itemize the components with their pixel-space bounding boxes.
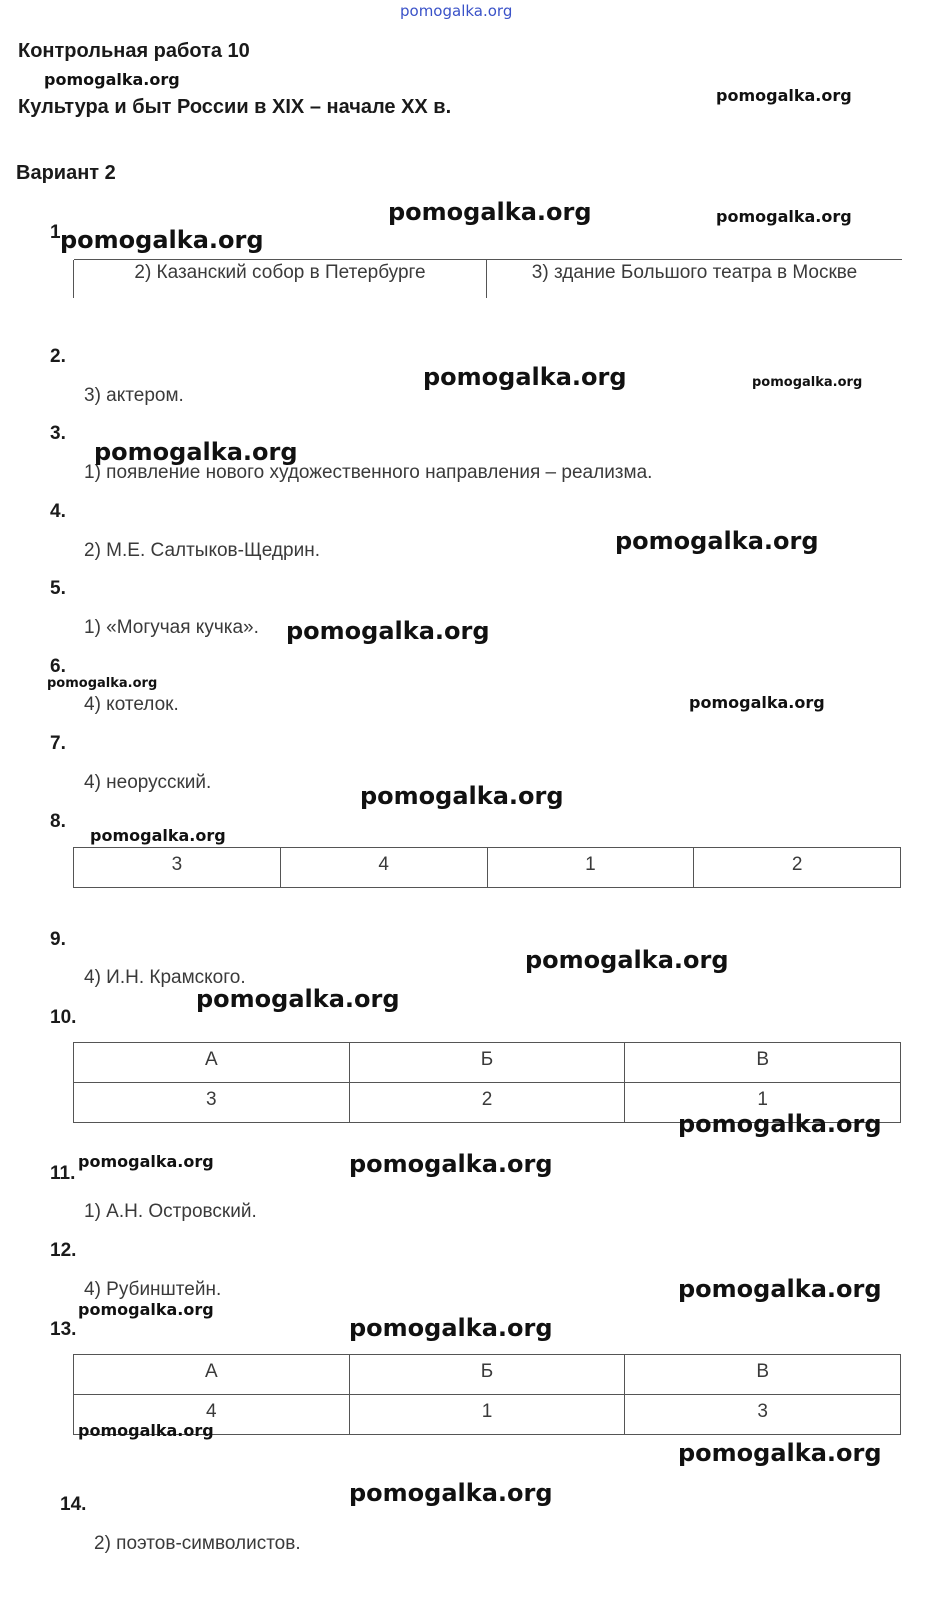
watermark: pomogalka.org [752, 375, 863, 390]
table-cell: 3 [74, 1083, 350, 1123]
answer-9: 4) И.Н. Крамского. [84, 967, 246, 988]
table-cell: 4 [280, 848, 487, 888]
table-cell: В [625, 1043, 901, 1083]
table-cell: 2 [349, 1083, 625, 1123]
table-cell: 3) здание Большого театра в Москве [531, 262, 858, 283]
top-watermark: pomogalka.org [400, 2, 513, 20]
table-cell: А [74, 1355, 350, 1395]
table-cell: В [625, 1355, 901, 1395]
answer-table-8 [73, 847, 901, 888]
answer-11: 1) А.Н. Островский. [84, 1201, 257, 1222]
table-row [74, 1355, 901, 1395]
table-cell: 2 [694, 848, 901, 888]
watermark: pomogalka.org [78, 1421, 214, 1440]
watermark: pomogalka.org [78, 1300, 214, 1319]
table-cell: А [74, 1043, 350, 1083]
question-number-8: 8. [50, 811, 66, 832]
question-number-5: 5. [50, 578, 66, 599]
table-cell: 1 [487, 848, 694, 888]
answer-5: 1) «Могучая кучка». [84, 617, 259, 638]
question-number-14: 14. [60, 1494, 87, 1515]
table-cell: 1 [349, 1395, 625, 1435]
document-subtitle: Культура и быт России в XIX – начале XX в. [18, 96, 452, 118]
watermark: pomogalka.org [716, 207, 852, 226]
question-number-13: 13. [50, 1319, 77, 1340]
watermark: pomogalka.org [678, 1110, 882, 1138]
watermark: pomogalka.org [388, 198, 592, 226]
answer-6: 4) котелок. [84, 694, 179, 715]
table-cell: Б [349, 1355, 625, 1395]
question-number-9: 9. [50, 929, 66, 950]
answer-2: 3) актером. [84, 385, 184, 406]
watermark: pomogalka.org [47, 676, 158, 691]
watermark: pomogalka.org [689, 693, 825, 712]
watermark: pomogalka.org [349, 1314, 553, 1342]
question-number-2: 2. [50, 346, 66, 367]
watermark: pomogalka.org [525, 946, 729, 974]
question-number-10: 10. [50, 1007, 77, 1028]
table-cell: Б [349, 1043, 625, 1083]
variant-label: Вариант 2 [16, 162, 116, 184]
watermark: pomogalka.org [196, 985, 400, 1013]
question-number-11: 11. [50, 1163, 76, 1184]
table-row [74, 848, 901, 888]
watermark: pomogalka.org [90, 826, 226, 845]
watermark: pomogalka.org [286, 617, 490, 645]
table-cell: 4 [74, 1395, 350, 1435]
answer-table-1 [74, 259, 902, 298]
table-cell: 3 [74, 848, 281, 888]
table-row [74, 1043, 901, 1083]
answer-14: 2) поэтов-символистов. [94, 1533, 301, 1554]
question-number-6: 6. [50, 656, 66, 677]
table-cell: 1 [625, 1083, 901, 1123]
watermark: pomogalka.org [615, 527, 819, 555]
answer-4: 2) М.Е. Салтыков-Щедрин. [84, 540, 320, 561]
question-number-3: 3. [50, 423, 66, 444]
question-number-12: 12. [50, 1240, 77, 1261]
watermark: pomogalka.org [44, 70, 180, 89]
question-number-1: 1 [50, 222, 61, 243]
answer-3: 1) появление нового художественного направления – реализма. [84, 462, 653, 483]
watermark: pomogalka.org [678, 1439, 882, 1467]
watermark: pomogalka.org [94, 438, 298, 466]
answer-12: 4) Рубинштейн. [84, 1279, 222, 1300]
watermark: pomogalka.org [60, 226, 264, 254]
watermark: pomogalka.org [349, 1150, 553, 1178]
watermark: pomogalka.org [360, 782, 564, 810]
question-number-4: 4. [50, 501, 66, 522]
table-cell: 2) Казанский собор в Петербурге [134, 262, 426, 283]
watermark: pomogalka.org [78, 1152, 214, 1171]
watermark: pomogalka.org [716, 86, 852, 105]
answer-7: 4) неорусский. [84, 772, 212, 793]
watermark: pomogalka.org [678, 1275, 882, 1303]
watermark: pomogalka.org [349, 1479, 553, 1507]
table-cell: 3 [625, 1395, 901, 1435]
watermark: pomogalka.org [423, 363, 627, 391]
question-number-7: 7. [50, 733, 66, 754]
document-title: Контрольная работа 10 [18, 40, 250, 62]
